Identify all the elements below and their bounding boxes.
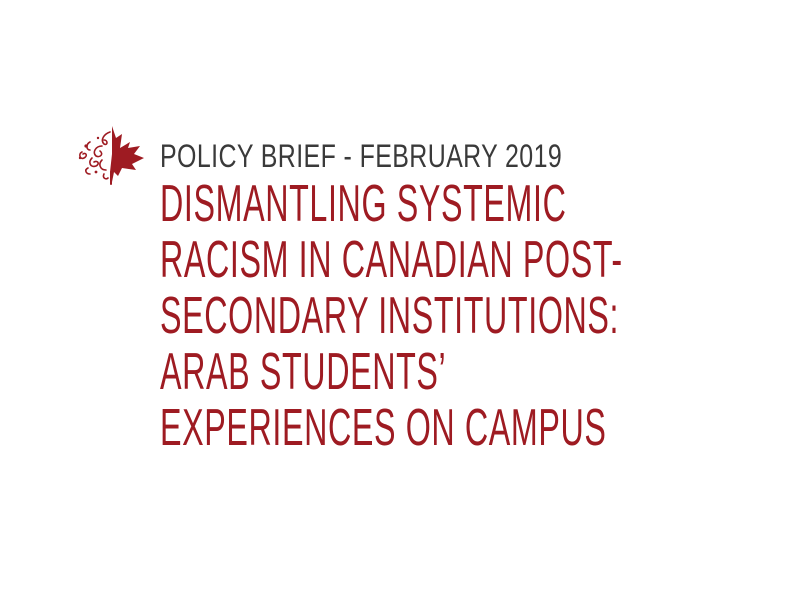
title-line: DISMANTLING SYSTEMIC: [160, 175, 567, 233]
title-line: EXPERIENCES ON CAMPUS: [160, 399, 607, 457]
maple-leaf-calligraphy-icon: [74, 124, 146, 186]
title-line: RACISM IN CANADIAN POST-: [160, 231, 623, 289]
title-line: ARAB STUDENTS’: [160, 343, 447, 401]
title-line: SECONDARY INSTITUTIONS:: [160, 287, 620, 345]
policy-brief-date: POLICY BRIEF - FEBRUARY 2019: [160, 138, 563, 174]
document-title: [160, 176, 623, 456]
